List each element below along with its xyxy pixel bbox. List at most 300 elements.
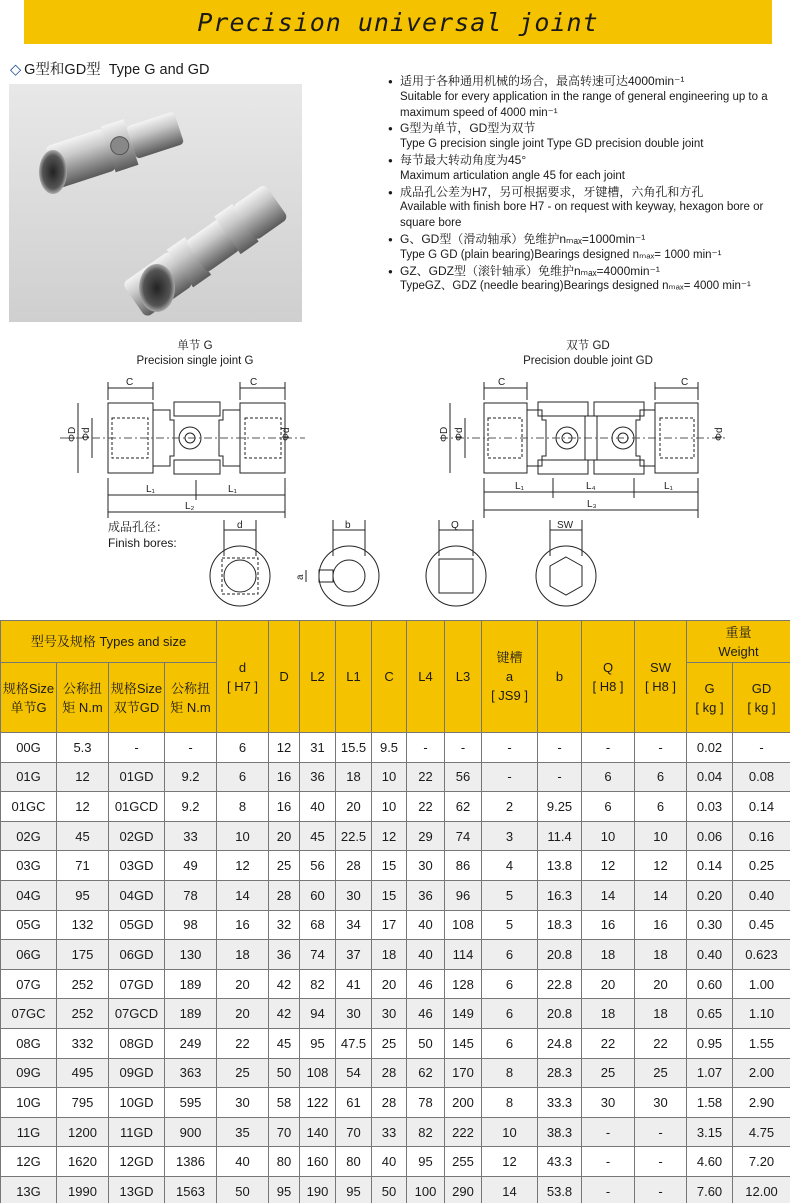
table-cell: 50 <box>372 1176 407 1203</box>
table-cell: 41 <box>336 969 372 999</box>
page-title: Precision universal joint <box>197 7 599 37</box>
table-cell: 2 <box>482 792 538 822</box>
dim-L1-gd-left: L₁ <box>515 481 524 492</box>
table-cell: 249 <box>165 1028 217 1058</box>
title-banner <box>24 0 772 44</box>
table-cell: 08G <box>1 1028 57 1058</box>
table-cell: 42 <box>269 969 300 999</box>
table-cell: 60 <box>300 880 336 910</box>
table-cell: 17 <box>372 910 407 940</box>
table-cell: 5 <box>482 880 538 910</box>
table-cell: 80 <box>336 1147 372 1177</box>
table-cell: 108 <box>445 910 482 940</box>
table-cell: 595 <box>165 1088 217 1118</box>
table-cell: 30 <box>336 999 372 1029</box>
feature-item: ● 适用于各种通用机械的场合，最高转速可达4000min⁻¹ Suitable for every application in the range of general engineering up to a maximum speed of 4000 min⁻¹ <box>388 74 786 121</box>
table-cell: 40 <box>407 910 445 940</box>
table-cell: 04GD <box>109 880 165 910</box>
table-cell: 78 <box>165 880 217 910</box>
feature-item: ● GZ、GDZ型（滚针轴承）免维护nₘₐₓ=4000min⁻¹ TypeGZ、GDZ (needle bearing)Bearings designed nₘₐₓ= 4000 min⁻¹ <box>388 264 786 296</box>
table-row <box>1 1058 790 1088</box>
table-cell: 1620 <box>57 1147 109 1177</box>
table-cell: 9.25 <box>538 792 582 822</box>
table-cell: 03G <box>1 851 57 881</box>
single-joint-drawing <box>60 382 305 518</box>
table-cell: 03GD <box>109 851 165 881</box>
dim-L3-gd: L₃ <box>587 499 597 510</box>
table-cell: 01G <box>1 762 57 792</box>
table-cell: 28 <box>269 880 300 910</box>
table-cell: 40 <box>300 792 336 822</box>
dim-L4-gd: L₄ <box>586 481 596 492</box>
table-cell: 74 <box>445 821 482 851</box>
table-cell: 222 <box>445 1117 482 1147</box>
table-cell: 10G <box>1 1088 57 1118</box>
bore-d-label: d <box>237 520 243 531</box>
table-cell: 2.00 <box>733 1058 790 1088</box>
table-cell: 86 <box>445 851 482 881</box>
feature-item: ● 成品孔公差为H7，另可根据要求，牙键槽，六角孔和方孔 Available with finish bore H7 - on request with keyway, hexagon bore or square bore <box>388 185 786 232</box>
table-cell: 12 <box>269 733 300 763</box>
table-cell: 0.08 <box>733 762 790 792</box>
table-cell: 50 <box>407 1028 445 1058</box>
product-photo <box>9 84 302 322</box>
table-cell: 13G <box>1 1176 57 1203</box>
table-cell: 22 <box>407 762 445 792</box>
table-cell: 20 <box>217 999 269 1029</box>
table-cell: - <box>538 733 582 763</box>
table-row <box>1 851 790 881</box>
table-cell: 30 <box>217 1088 269 1118</box>
table-cell: 74 <box>300 940 336 970</box>
weight-header: 重量 Weight <box>687 621 790 663</box>
table-cell: 95 <box>407 1147 445 1177</box>
table-cell: 12 <box>635 851 687 881</box>
table-cell: 38.3 <box>538 1117 582 1147</box>
table-cell: 07GC <box>1 999 57 1029</box>
table-cell: 22 <box>407 792 445 822</box>
table-cell: 25 <box>635 1058 687 1088</box>
table-cell: 78 <box>407 1088 445 1118</box>
table-cell: 5 <box>482 910 538 940</box>
table-cell: 20.8 <box>538 999 582 1029</box>
table-cell: 34 <box>336 910 372 940</box>
table-cell: 28 <box>336 851 372 881</box>
table-row <box>1 969 790 999</box>
table-cell: 18 <box>217 940 269 970</box>
table-cell: 6 <box>482 1028 538 1058</box>
table-cell: 13.8 <box>538 851 582 881</box>
table-row <box>1 792 790 822</box>
table-cell: 18 <box>336 762 372 792</box>
table-cell: 189 <box>165 999 217 1029</box>
table-cell: 50 <box>269 1058 300 1088</box>
table-cell: 32 <box>269 910 300 940</box>
table-row <box>1 880 790 910</box>
table-cell: 18 <box>635 940 687 970</box>
table-cell: 07GCD <box>109 999 165 1029</box>
table-cell: 6 <box>635 762 687 792</box>
table-cell: 12 <box>57 762 109 792</box>
table-cell: 149 <box>445 999 482 1029</box>
subtitle-en: Type G and GD <box>108 62 210 78</box>
table-cell: 290 <box>445 1176 482 1203</box>
table-cell: 255 <box>445 1147 482 1177</box>
table-cell: 95 <box>57 880 109 910</box>
table-cell: 6 <box>482 940 538 970</box>
table-cell: 40 <box>372 1147 407 1177</box>
table-cell: 0.02 <box>687 733 733 763</box>
table-cell: 16.3 <box>538 880 582 910</box>
table-cell: 6 <box>482 999 538 1029</box>
dim-L1-right: L₁ <box>228 484 237 495</box>
table-cell: 18 <box>372 940 407 970</box>
table-row <box>1 762 790 792</box>
table-cell: 96 <box>445 880 482 910</box>
table-cell: 16 <box>217 910 269 940</box>
col-L3: L3 <box>445 621 482 733</box>
table-cell: 11.4 <box>538 821 582 851</box>
table-cell: 11G <box>1 1117 57 1147</box>
table-cell: 4.75 <box>733 1117 790 1147</box>
table-cell: 25 <box>372 1028 407 1058</box>
dim-D-gd: ΦD <box>439 426 450 442</box>
table-cell: 22 <box>582 1028 635 1058</box>
table-cell: 95 <box>300 1028 336 1058</box>
table-cell: 14 <box>217 880 269 910</box>
col-L2: L2 <box>300 621 336 733</box>
table-cell: 68 <box>300 910 336 940</box>
dim-c-right: C <box>250 377 258 388</box>
table-cell: 12.00 <box>733 1176 790 1203</box>
table-cell: 189 <box>165 969 217 999</box>
table-cell: 07G <box>1 969 57 999</box>
table-cell: 06G <box>1 940 57 970</box>
table-cell: 12G <box>1 1147 57 1177</box>
table-cell: 61 <box>336 1088 372 1118</box>
table-cell: 15.5 <box>336 733 372 763</box>
table-cell: 95 <box>336 1176 372 1203</box>
finish-bores-drawing <box>210 520 596 606</box>
table-cell: 1200 <box>57 1117 109 1147</box>
feature-item: ● 每节最大转动角度为45° Maximum articulation angle 45 for each joint <box>388 153 786 185</box>
table-cell: 08GD <box>109 1028 165 1058</box>
table-cell: 15 <box>372 880 407 910</box>
table-cell: 45 <box>300 821 336 851</box>
table-cell: 22 <box>635 1028 687 1058</box>
dim-L1-gd-right: L₁ <box>664 481 673 492</box>
table-cell: 25 <box>269 851 300 881</box>
table-cell: 122 <box>300 1088 336 1118</box>
finish-bores-label: 成品孔径： Finish bores: <box>108 520 177 550</box>
table-cell: 36 <box>269 940 300 970</box>
table-cell: 22.5 <box>336 821 372 851</box>
feature-item: ● G、GD型（滑动轴承）免维护nₘₐₓ=1000min⁻¹ Type G GD (plain bearing)Bearings designed nₘₐₓ= 1000 min⁻¹ <box>388 232 786 264</box>
table-cell: 47.5 <box>336 1028 372 1058</box>
single-joint-label: 单节 G Precision single joint G <box>136 340 254 367</box>
table-cell: 10 <box>372 762 407 792</box>
table-cell: 02GD <box>109 821 165 851</box>
table-cell: 01GC <box>1 792 57 822</box>
table-cell: 114 <box>445 940 482 970</box>
table-cell: 6 <box>582 762 635 792</box>
table-cell: 15 <box>372 851 407 881</box>
table-cell: 62 <box>445 792 482 822</box>
table-cell: 16 <box>269 762 300 792</box>
table-cell: - <box>582 1176 635 1203</box>
table-cell: 14 <box>482 1176 538 1203</box>
table-cell: 14 <box>635 880 687 910</box>
table-cell: 9.5 <box>372 733 407 763</box>
table-cell: 6 <box>217 733 269 763</box>
table-cell: 6 <box>217 762 269 792</box>
table-cell: 20 <box>372 969 407 999</box>
table-cell: - <box>582 1117 635 1147</box>
table-cell: 01GCD <box>109 792 165 822</box>
table-cell: 128 <box>445 969 482 999</box>
table-cell: 900 <box>165 1117 217 1147</box>
bore-sw-label: SW <box>557 520 574 531</box>
table-cell: 01GD <box>109 762 165 792</box>
table-cell: 12 <box>217 851 269 881</box>
bore-q-label: Q <box>451 520 459 531</box>
dim-d-right: Φd <box>281 427 292 441</box>
table-cell: 71 <box>57 851 109 881</box>
table-cell: - <box>445 733 482 763</box>
table-cell: 132 <box>57 910 109 940</box>
col-b: b <box>538 621 582 733</box>
table-cell: 100 <box>407 1176 445 1203</box>
product-subtitle <box>10 58 210 79</box>
table-cell: 6 <box>582 792 635 822</box>
table-cell: 0.623 <box>733 940 790 970</box>
table-cell: 9.2 <box>165 792 217 822</box>
table-cell: 36 <box>407 880 445 910</box>
table-cell: 33 <box>372 1117 407 1147</box>
dim-D: ΦD <box>67 426 78 442</box>
table-cell: 8 <box>482 1088 538 1118</box>
table-cell: 45 <box>269 1028 300 1058</box>
table-cell: 30 <box>372 999 407 1029</box>
table-cell: 0.65 <box>687 999 733 1029</box>
table-cell: 70 <box>336 1117 372 1147</box>
table-row <box>1 1176 790 1203</box>
table-cell: 70 <box>269 1117 300 1147</box>
table-cell: 1.55 <box>733 1028 790 1058</box>
table-cell: 53.8 <box>538 1176 582 1203</box>
table-cell: 12 <box>482 1147 538 1177</box>
table-cell: 3.15 <box>687 1117 733 1147</box>
subtitle-zh: G型和GD型 <box>24 62 101 78</box>
table-cell: 18 <box>582 999 635 1029</box>
table-cell: - <box>165 733 217 763</box>
spec-table-body <box>1 733 790 1203</box>
table-cell: - <box>635 733 687 763</box>
col-size-gd: 规格Size 双节GD <box>109 663 165 733</box>
table-cell: 37 <box>336 940 372 970</box>
table-cell: 0.06 <box>687 821 733 851</box>
table-cell: 20.8 <box>538 940 582 970</box>
table-cell: 25 <box>217 1058 269 1088</box>
table-cell: 4 <box>482 851 538 881</box>
table-cell: 5.3 <box>57 733 109 763</box>
table-cell: 16 <box>582 910 635 940</box>
table-cell: 56 <box>300 851 336 881</box>
feature-list <box>388 74 786 295</box>
table-row <box>1 1147 790 1177</box>
col-keyway: 键槽 a [ JS9 ] <box>482 621 538 733</box>
table-cell: 02G <box>1 821 57 851</box>
table-cell: 14 <box>582 880 635 910</box>
table-cell: 10GD <box>109 1088 165 1118</box>
table-cell: 10 <box>482 1117 538 1147</box>
col-weight-gd: GD [ kg ] <box>733 663 790 733</box>
diamond-icon: ◇ <box>10 62 22 78</box>
table-cell: 98 <box>165 910 217 940</box>
table-row <box>1 1117 790 1147</box>
table-cell: 0.04 <box>687 762 733 792</box>
table-cell: 20 <box>336 792 372 822</box>
table-cell: - <box>407 733 445 763</box>
table-cell: 1.00 <box>733 969 790 999</box>
table-cell: 252 <box>57 999 109 1029</box>
dim-c-left: C <box>126 377 134 388</box>
table-cell: 12 <box>57 792 109 822</box>
table-cell: 3 <box>482 821 538 851</box>
col-torque-gd: 公称扭矩 N.m <box>165 663 217 733</box>
table-cell: 1386 <box>165 1147 217 1177</box>
bore-b-label: b <box>345 520 351 531</box>
col-D: D <box>269 621 300 733</box>
table-cell: 05GD <box>109 910 165 940</box>
table-cell: 6 <box>635 792 687 822</box>
table-cell: 20 <box>582 969 635 999</box>
table-cell: 22 <box>217 1028 269 1058</box>
table-cell: 10 <box>372 792 407 822</box>
col-C: C <box>372 621 407 733</box>
table-cell: 40 <box>217 1147 269 1177</box>
table-cell: 2.90 <box>733 1088 790 1118</box>
bore-a-label: a <box>295 574 306 580</box>
universal-joint-photo <box>9 84 302 322</box>
table-cell: 252 <box>57 969 109 999</box>
table-cell: 25 <box>582 1058 635 1088</box>
table-cell: - <box>635 1176 687 1203</box>
table-cell: 11GD <box>109 1117 165 1147</box>
table-cell: 140 <box>300 1117 336 1147</box>
table-cell: 18 <box>582 940 635 970</box>
table-cell: 10 <box>217 821 269 851</box>
table-cell: 04G <box>1 880 57 910</box>
table-cell: 43.3 <box>538 1147 582 1177</box>
double-joint-label: 双节 GD Precision double joint GD <box>523 340 653 367</box>
table-cell: 06GD <box>109 940 165 970</box>
col-L1: L1 <box>336 621 372 733</box>
table-cell: 175 <box>57 940 109 970</box>
table-cell: 0.40 <box>733 880 790 910</box>
table-cell: 1.07 <box>687 1058 733 1088</box>
table-cell: 0.03 <box>687 792 733 822</box>
table-cell: 28 <box>372 1058 407 1088</box>
dim-L1-left: L₁ <box>146 484 155 495</box>
table-cell: 80 <box>269 1147 300 1177</box>
table-cell: 495 <box>57 1058 109 1088</box>
table-row <box>1 821 790 851</box>
table-cell: 12GD <box>109 1147 165 1177</box>
table-cell: 18 <box>635 999 687 1029</box>
table-row <box>1 1088 790 1118</box>
table-cell: 09GD <box>109 1058 165 1088</box>
table-cell: 16 <box>269 792 300 822</box>
table-cell: 00G <box>1 733 57 763</box>
table-cell: 7.60 <box>687 1176 733 1203</box>
dim-d: Φd <box>81 427 92 441</box>
table-cell: 35 <box>217 1117 269 1147</box>
table-cell: 0.14 <box>687 851 733 881</box>
table-cell: 16 <box>635 910 687 940</box>
table-cell: 200 <box>445 1088 482 1118</box>
table-cell: 62 <box>407 1058 445 1088</box>
dim-d-gd: Φd <box>454 427 465 441</box>
table-cell: 95 <box>269 1176 300 1203</box>
table-cell: 13GD <box>109 1176 165 1203</box>
spec-table <box>0 620 790 1203</box>
table-cell: 1563 <box>165 1176 217 1203</box>
table-cell: 30 <box>336 880 372 910</box>
table-cell: 1990 <box>57 1176 109 1203</box>
table-cell: - <box>482 762 538 792</box>
table-cell: 42 <box>269 999 300 1029</box>
col-size-g: 规格Size 单节G <box>1 663 57 733</box>
table-cell: - <box>635 1117 687 1147</box>
col-d: d [ H7 ] <box>217 621 269 733</box>
col-SW: SW [ H8 ] <box>635 621 687 733</box>
technical-drawing <box>0 370 790 620</box>
table-cell: 10 <box>582 821 635 851</box>
table-cell: - <box>733 733 790 763</box>
table-cell: - <box>538 762 582 792</box>
table-row <box>1 733 790 763</box>
table-cell: 8 <box>482 1058 538 1088</box>
table-cell: 09G <box>1 1058 57 1088</box>
table-cell: 10 <box>635 821 687 851</box>
table-cell: 145 <box>445 1028 482 1058</box>
table-cell: 28.3 <box>538 1058 582 1088</box>
table-cell: 332 <box>57 1028 109 1058</box>
table-cell: 8 <box>217 792 269 822</box>
table-cell: 05G <box>1 910 57 940</box>
table-cell: 12 <box>582 851 635 881</box>
table-row <box>1 910 790 940</box>
table-cell: 58 <box>269 1088 300 1118</box>
table-cell: 28 <box>372 1088 407 1118</box>
table-cell: 190 <box>300 1176 336 1203</box>
table-row <box>1 1028 790 1058</box>
table-cell: 82 <box>407 1117 445 1147</box>
table-cell: 29 <box>407 821 445 851</box>
table-cell: 46 <box>407 969 445 999</box>
table-cell: 363 <box>165 1058 217 1088</box>
dim-L2: L₂ <box>185 501 195 512</box>
table-cell: 18.3 <box>538 910 582 940</box>
table-cell: 30 <box>635 1088 687 1118</box>
table-cell: 46 <box>407 999 445 1029</box>
table-row <box>1 940 790 970</box>
table-cell: 0.30 <box>687 910 733 940</box>
col-Q: Q [ H8 ] <box>582 621 635 733</box>
table-cell: 50 <box>217 1176 269 1203</box>
table-cell: 20 <box>217 969 269 999</box>
